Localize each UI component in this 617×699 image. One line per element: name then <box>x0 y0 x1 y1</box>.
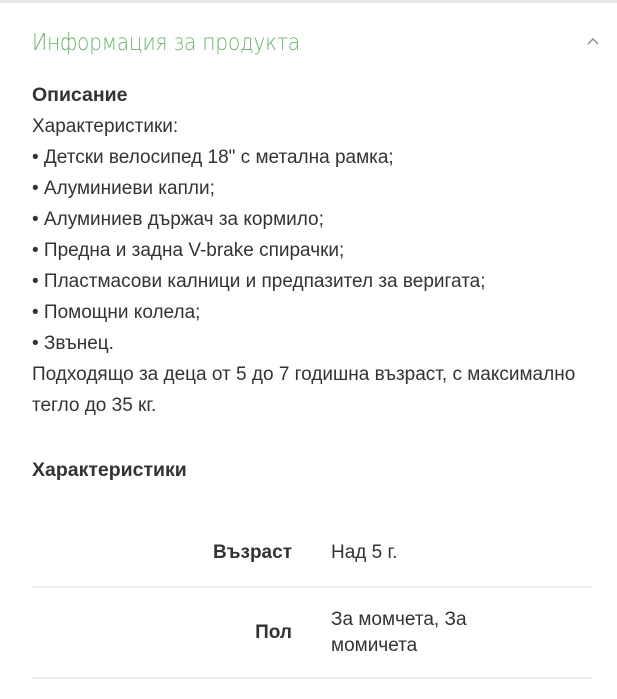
specs-table <box>32 520 592 679</box>
section-title: Информация за продукта <box>32 30 300 56</box>
description-heading: Описание <box>32 84 128 106</box>
feature-item: • Пластмасови калници и предпазител за веригата; <box>32 271 486 292</box>
specs-heading: Характеристики <box>32 459 187 481</box>
feature-item: • Помощни колела; <box>32 302 201 323</box>
chevron-up-icon[interactable] <box>586 34 600 48</box>
spec-value: За момчета, За момичета <box>331 608 467 656</box>
feature-item: • Предна и задна V-brake спирачки; <box>32 240 345 261</box>
table-row <box>32 587 592 678</box>
feature-item: • Звънец. <box>32 333 114 354</box>
product-info-accordion-header[interactable] <box>32 28 606 62</box>
spec-label: Пол <box>255 621 292 643</box>
feature-item: • Алуминиев държач за кормило; <box>32 209 324 230</box>
feature-item: • Детски велосипед 18" с метална рамка; <box>32 147 394 168</box>
table-row <box>32 520 592 587</box>
description-block <box>32 80 602 421</box>
spec-value: Над 5 г. <box>331 542 398 563</box>
feature-item: • Алуминиеви капли; <box>32 178 215 199</box>
suitability-text: Подходящо за деца от 5 до 7 годишна възраст, с максимално тегло до 35 кг. <box>32 364 576 416</box>
description-intro: Характеристики: <box>32 116 179 137</box>
spec-label: Възраст <box>212 542 292 563</box>
top-divider <box>0 0 617 3</box>
